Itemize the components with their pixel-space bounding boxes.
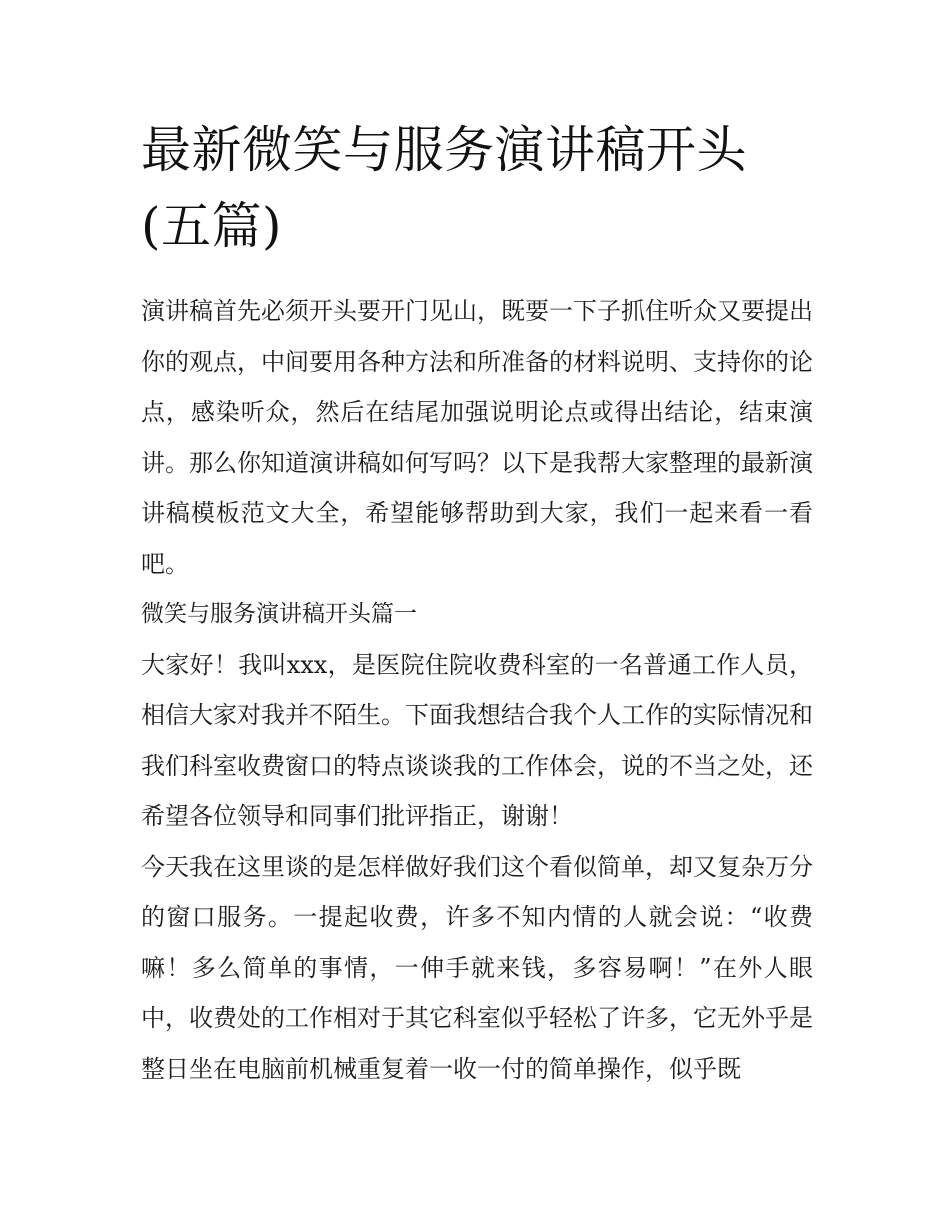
document-body — [141, 286, 813, 1094]
section-heading: 微笑与服务演讲稿开头篇一 — [141, 601, 417, 627]
document-title: 最新微笑与服务演讲稿开头(五篇) — [141, 121, 747, 255]
intro-paragraph: 演讲稿首先必须开头要开门见山，既要一下子抓住听众又要提出你的观点，中间要用各种方法和所准备的材料说明、支持你的论点，感染听众，然后在结尾加强说明论点或得出结论，结束演讲。那么你知道演讲稿如何写吗？以下是我帮大家整理的最新演讲稿模板范文大全，希望能够帮助到大家，我们一起来看一看吧。 — [141, 297, 813, 578]
section-paragraph: 今天我在这里谈的是怎样做好我们这个看似简单，却又复杂万分的窗口服务。一提起收费，许多不知内情的人就会说：“收费嘛！多么简单的事情，一伸手就来钱，多容易啊！”在外人眼中，收费处的工作相对于其它科室似乎轻松了许多，它无外乎是整日坐在电脑前机械重复着一收一付的简单操作，似乎既 — [141, 852, 813, 1083]
document-page — [141, 112, 813, 1094]
section-paragraph: 大家好！我叫xxx，是医院住院收费科室的一名普通工作人员，相信大家对我并不陌生。下面我想结合我个人工作的实际情况和我们科室收费窗口的特点谈谈我的工作体会，说的不当之处，还希望各位领导和同事们批评指正，谢谢！ — [141, 650, 813, 830]
